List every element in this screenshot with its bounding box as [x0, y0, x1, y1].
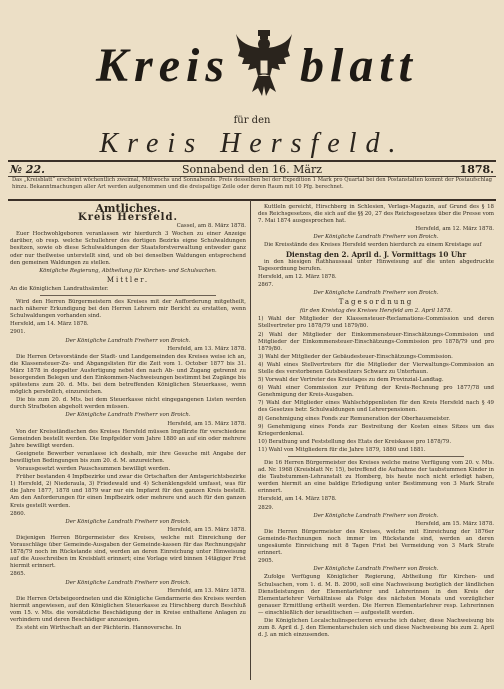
article-date: Cassel, am 8. März 1878.	[176, 223, 246, 230]
article-signature: Der Königliche Landrath Freiherr von Broich.	[65, 337, 191, 344]
eagle-emblem-icon	[236, 30, 292, 100]
article-signature: Der Königliche Landrath Freiherr von Broich.	[65, 412, 191, 419]
article-text: Die Kreisstände des Kreises Hersfeld werden hierdurch zu einem Kreistage auf	[264, 242, 482, 249]
article-text: Die 16 Herren Bürgermeister des Kreises welche meine Verfügung vom 20. v. Mts. ad. Nr. 1968 (Kreisblatt Nr. 15), betreffend die Aufnahme der taubstummen Kinder in die Taubstummen-Lehranstalt zu Homberg, bis heute noch nicht erledigt haben, werden hiermit an eine baldige Erledigung unter Bestimmung von 3 Mark Strafe erinnert.	[258, 460, 494, 495]
column-divider	[250, 200, 251, 680]
article-text: Wird den Herren Bürgermeistern des Kreises mit der Aufforderung mitgetheilt, nach näherer Erkundigung bei den Herren Lehrern mir Bericht zu erstatten, wenn Schulwaldungen vorhanden sind.	[10, 299, 246, 320]
section-amtliches: Amtliches.	[95, 202, 161, 215]
article-date: Hersfeld, am 13. März 1878.	[167, 345, 246, 352]
article-text: in den hiesigen Rathhaussaal unter Hinweisung auf die unten abgedruckte Tagesordnung berufen.	[258, 258, 494, 272]
agenda-item: 11) Wahl von Mitgliedern für die Jahre 1879, 1880 und 1881.	[258, 446, 426, 453]
article-text: Kuttleln gereicht, Hirschberg in Schlesien, Verlags-Magazin, auf Grund des § 18 des Reichsgesetzes, die sich auf die §§ 20, 27 des Reichsgesetzes über die Presse vom 7. Mai 1874 ausgesprochen hat.	[258, 204, 494, 225]
article-text: Die Herren Ortsvorstände der Stadt- und Landgemeinden des Kreises weise ich an, die Klassensteuer-Zu- und Abgangslisten für die Zeit vom 1. October 1877 bis 31. März 1878 in doppelter Ausfertigung nebst den nach Ab- und Zugang getrennt zu besorgenden Belegen und den Einkommen-Nachweisungen bestimmt bei Zugänge bis spätestens zum 20. d. Mts. bei dem betreffenden Königlichen Steuerkasse, wenn möglich persönlich, einzureichen.	[10, 353, 246, 396]
article-signature: Der Königliche Landrath Freiherr von Broich.	[313, 566, 439, 573]
article-date: Hersfeld, am 12. März 1878.	[415, 226, 494, 233]
masthead-kreis-name: Kreis Hersfeld.	[99, 128, 405, 159]
article-text: Die Königlichen Localschulinspectoren ersuche ich daher, diese Nachweisung bis zum 8. April d. J. den Elementarschulen sich und diese Nachweisung bis zum 2. April d. J. an mich einzusenden.	[258, 617, 494, 639]
article-date: Hersfeld, am 15. März 1878.	[167, 526, 246, 533]
section-kreis-hersfeld: Kreis Hersfeld.	[78, 212, 178, 224]
agenda-item: 2) Wahl der Mitglieder der Einkommensteuer-Einschätzungs-Commission und Mitglieder der Einkommensteuer-Einschätzungs-Commission pro 1878/79 und pro 1879/80.	[258, 331, 494, 352]
left-column	[10, 204, 246, 633]
agenda-item: 10) Berathung und Feststellung des Etats der Kreiskasse pro 1878/79.	[258, 438, 452, 445]
article-date: Hersfeld, am 13. März 1878.	[167, 587, 246, 594]
article-signature: Der Königliche Landrath Freiherr von Broich.	[65, 579, 191, 586]
article-text: Geeignete Bewerber veranlasse ich deshalb, mir ihre Gesuche mit Angabe der bewilligten Bedingungen bis zum 20. d. M. anzureichen.	[10, 450, 246, 464]
article-signature: Der Königliche Landrath Freiherr von Broich.	[65, 518, 191, 525]
top-rule	[8, 160, 496, 162]
article-text: Euer Hochwohlgeboren veranlassen wir hierdurch 3 Wochen zu einer Anzeige darüber, ob resp. welche Schullehrer des dortigen Bezirks eigne Schulwaldungen besitzen, sowie ob diese Schulwaldungen der Staatsforstverwaltung entweder ganz oder nur theilweise unterstellt sind, und ob bei denselben Waldungen entsprechend den gemeinen Waldungen zu stellen.	[10, 231, 246, 266]
article-date: Hersfeld, am 15. März 1878.	[415, 520, 494, 527]
article-separator	[288, 456, 464, 457]
right-column	[258, 204, 494, 640]
article-signature: Königliche Regierung, Abtheilung für Kirchen- und Schulsachen.	[39, 267, 217, 274]
article-text: Zufolge Verfügung Königlicher Regierung, Abtheilung für Kirchen- und Schulsachen, vom 1. d. M. B. 2090, soll eine Nachweisung bezüglich der ländlichen Dienstleistungen der Elementarlehrer und Lehrerinnen in den Kreis der Elementarlehrer Verhältnisse als Folge des nächsten Monats und vorzüglicher genauer Ermittlung ertheilt werden. Die Herren Elementarlehrer resp. Lehrerinnen — einschließlich der israelitischen — aufgestellt werden.	[258, 574, 494, 616]
article-number: 2901.	[10, 329, 26, 336]
tagesordnung-heading: Tagesordnung	[338, 298, 414, 307]
article-addressee: An die Königlichen Landrathsämter.	[10, 285, 109, 292]
article-date: Hersfeld, am 12. März 1878.	[258, 273, 337, 280]
article-number: 2829.	[258, 504, 274, 511]
subscription-notice: Das „Kreisblatt“ erscheint wöchentlich zweimal, Mittwochs und Sonnabends. Preis desselben bei der Expedition 1 Mark pro Quartal bei den Postanstalten kommt der Postaufschlag hinzu. Bekanntmachungen aller Art werden aufgenommen und die dreispaltige Zeile oder deren Raum mit 10 Pfg. berechnet.	[12, 177, 492, 190]
agenda-item: 1) Wahl der Mitglieder der Klassensteuer-Reclamations-Commission und deren Stellvertreter pro 1878/79 und 1879/80.	[258, 316, 494, 330]
article-separator	[40, 295, 216, 296]
article-number: 2905.	[258, 558, 274, 565]
notice-rule	[8, 199, 496, 201]
agenda-item: 6) Wahl einer Commission zur Prüfung der Kreis-Rechnung pro 1877/78 und Genehmigung der Kreis-Ausgaben.	[258, 385, 494, 399]
article-date: Hersfeld, am 14. März 1878.	[258, 496, 337, 503]
tagesordnung-subheading: für den Kreistag des Kreises Hersfeld am 2. April 1878.	[299, 308, 453, 315]
agenda-item: 7) Wahl der Mitglieder eines Wahlschöppenlisten für den Kreis Hersfeld nach § 49 des Gesetzes betr. Schulwaldungen und Lehrerpensionen.	[258, 400, 494, 414]
article-signature: Der Königliche Landrath Freiherr von Broich.	[313, 512, 439, 519]
agenda-item: 5) Vorwahl der Vertreter des Kreistages zu dem Provinzial-Landtag.	[258, 377, 444, 384]
article-text: Die bis zum 20. d. Mts. bei dem Steuerkasse nicht eingegangenen Listen werden durch Strafboten abgeholt werden müssen.	[10, 397, 246, 411]
masthead-title-right: blatt	[300, 39, 419, 92]
article-text: Es steht ein Wirthschaft an der Pächterin. Hannoversche. In	[16, 625, 182, 632]
issue-number: № 22.	[10, 163, 45, 176]
article-text: Die Herren Bürgermeister des Kreises, welche mit Einreichung der 1876er Gemeinde-Rechnungen noch immer im Rückstande sind, werden an deren ungesäumte Einreichung mit 8 Tagen Frist bei Vermeidung von 3 Mark Strafe erinnert.	[258, 528, 494, 557]
article-text: Früher bestanden 4 Impfbezirke und zwar die Ortschaften der Amtsgerichtsbezirke 1) Hersfeld, 2) Niederaula, 3) Friedewald und 4) Schenklengsfeld umfasst, was für die Jahre 1877, 1878 und 1879 war nur ein Impfarzt für den ganzen Kreis bestellt. Am den Anforderungen für einen Impfbezirk oder mehrere und auch für den ganzen Kreis gestellt werden.	[10, 474, 246, 509]
article-number: 2860.	[10, 510, 26, 517]
article-text: Vorausgesetzt werden Pauschsummen bewilligt werden.	[16, 466, 171, 473]
article-signature: Der Königliche Landrath Freiherr von Broich.	[313, 290, 439, 297]
article-text: Die Herren Ortsbeigeordneten und die Königliche Gendarmerie des Kreises werden hiermit angewiesen, auf den Königlichen Steuerkasse zu Hirschberg durch Beschluß vom 15. v. Mts. die vorsätzliche Beschädigung der in Kreise enthaltene Anlagen zu verhindern und deren Beschädiger anzuzeigen.	[10, 595, 246, 623]
issue-year: 1878.	[459, 163, 494, 176]
article-signature: Der Königliche Landrath Freiherr von Broich.	[313, 234, 439, 241]
kreistag-date: Dienstag den 2. April d. J. Vormittags 10 Uhr	[285, 249, 467, 259]
article-date: Hersfeld, am 15. März 1878.	[167, 420, 246, 427]
article-text: Von der Kreisständischen des Kreises Hersfeld müssen Impfärzte für verschiedene Gemeinden bestellt werden. Die Impfgelder vom Jahre 1880 an auf ein oder mehrere Jahre bewilligt werden.	[10, 428, 246, 449]
masthead-title-left: Kreis	[96, 39, 231, 92]
article-signature-name: Mittler.	[106, 275, 150, 284]
article-date: Hersfeld, am 14. März 1878.	[10, 321, 89, 328]
article-number: 2867.	[258, 281, 274, 288]
article-text: Diejenigen Herren Bürgermeister des Kreises, welche mit Einreichung der Vorauschläge über Gemeinde-Ausgaben der Gemeinde-kassen für das Rechnungsjahr 1878/79 noch im Rückstande sind, werden an deren Einreichung unter Hinweisung auf die Ausschreiben im Kreisblatt erinnert; eine Vorlage wird binnen 14tägiger Frist hiermit erinnert.	[10, 534, 246, 570]
agenda-item: 3) Wahl der Mitglieder der Gebäudesteuer-Einschätzungs-Commission.	[258, 353, 453, 360]
article-number: 2865.	[10, 571, 26, 578]
agenda-item: 8) Genehmigung eines Fonds zur Remuneration der Oberhausmeister.	[258, 415, 450, 422]
issue-date: Sonnabend den 16. März	[181, 163, 323, 176]
masthead-fuer: für den	[233, 115, 271, 126]
agenda-item: 9) Genehmigung eines Fonds zur Bestreitung der Kosten eines Sitzes um das Kriegerdenkmal.	[258, 423, 494, 437]
agenda-item: 4) Wahl eines Stellvertreters für die Mitglieder der Vierwaltungs-Commission an Stelle des verstorbenen Gutsbesitzers Schwarz zu Unterhaun.	[258, 361, 494, 375]
